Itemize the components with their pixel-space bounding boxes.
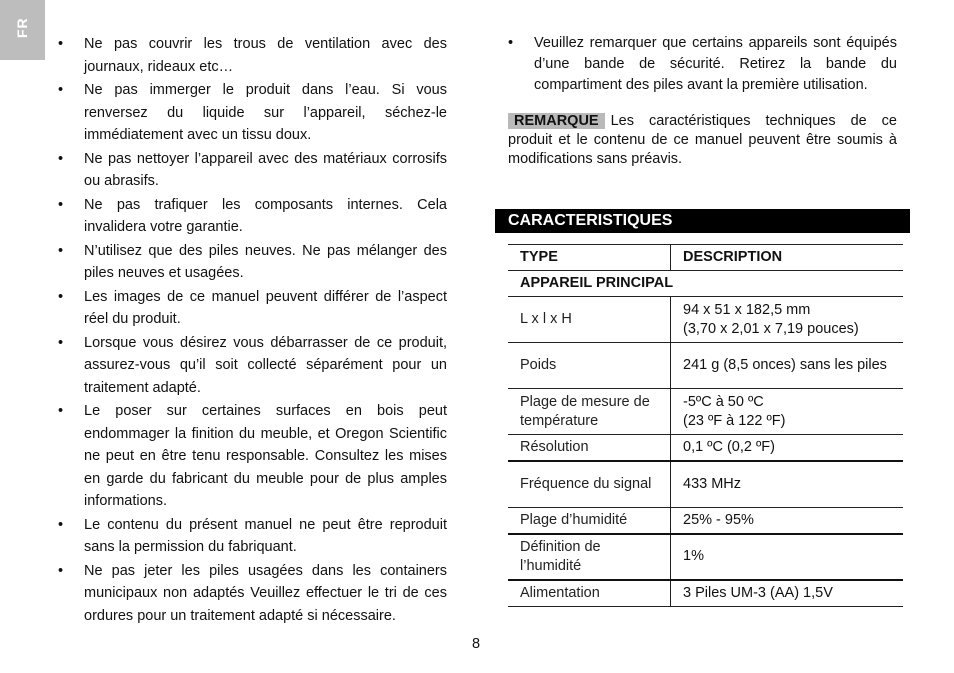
- list-item: • Veuillez remarquer que certains appareils sont équipés d’une bande de sécurité. Retirez la bande du compartiment des piles avant la première utilisation.: [508, 33, 897, 96]
- page-number: 8: [472, 636, 481, 652]
- remark-paragraph: [508, 112, 897, 169]
- list-item: • N’utilisez que des piles neuves. Ne pas mélanger des piles neuves et usagées.: [58, 240, 447, 285]
- list-item: • Ne pas trafiquer les composants internes. Cela invalidera votre garantie.: [58, 194, 447, 239]
- table-row: [508, 435, 903, 462]
- spec-type: Définition de l’humidité: [508, 534, 671, 580]
- table-row: [508, 389, 903, 435]
- column-header-description: DESCRIPTION: [671, 245, 904, 271]
- table-row: [508, 580, 903, 607]
- table-row: [508, 297, 903, 343]
- table-row: [508, 507, 903, 534]
- list-item: • Ne pas couvrir les trous de ventilation avec des journaux, rideaux etc…: [58, 33, 447, 78]
- spec-description: 3 Piles UM-3 (AA) 1,5V: [671, 580, 904, 607]
- list-item: • Le poser sur certaines surfaces en bois peut endommager la finition du meuble, et Oregon Scientific ne peut en être tenu responsable. Consultez les mises en garde du fabricant du meuble pour de plus amples informations.: [58, 400, 447, 513]
- table-row: [508, 534, 903, 580]
- column-header-type: TYPE: [508, 245, 671, 271]
- spec-type: Fréquence du signal: [508, 461, 671, 507]
- notes-column: [508, 33, 897, 169]
- table-group-row: [508, 271, 903, 297]
- spec-description: 25% - 95%: [671, 507, 904, 534]
- specifications-table: [508, 244, 903, 607]
- list-item: • Ne pas immerger le produit dans l’eau. Si vous renversez du liquide sur l’appareil, séchez-le immédiatement avec un tissu doux.: [58, 79, 447, 147]
- group-label: APPAREIL PRINCIPAL: [508, 271, 903, 297]
- list-item: • Lorsque vous désirez vous débarrasser de ce produit, assurez-vous qu’il soit collecté séparément pour un traitement adapté.: [58, 332, 447, 400]
- spec-description: 0,1 ºC (0,2 ºF): [671, 435, 904, 462]
- spec-description: 94 x 51 x 182,5 mm (3,70 x 2,01 x 7,19 pouces): [671, 297, 904, 343]
- precautions-column: [58, 33, 447, 628]
- spec-type: Alimentation: [508, 580, 671, 607]
- spec-description: 433 MHz: [671, 461, 904, 507]
- list-item: • Ne pas jeter les piles usagées dans les containers municipaux non adaptés Veuillez effectuer le tri de ces ordures pour un traitement adapté si nécessaire.: [58, 560, 447, 628]
- remark-text: Les caractéristiques techniques de ce produit et le contenu de ce manuel peuvent être soumis à modifications sans préavis.: [508, 113, 897, 167]
- table-row: [508, 343, 903, 389]
- spec-description: -5ºC à 50 ºC (23 ºF à 122 ºF): [671, 389, 904, 435]
- spec-type: L x l x H: [508, 297, 671, 343]
- spec-description: 241 g (8,5 onces) sans les piles: [671, 343, 904, 389]
- list-item: • Le contenu du présent manuel ne peut être reproduit sans la permission du fabriquant.: [58, 514, 447, 559]
- notes-list: [508, 33, 897, 96]
- table-header-row: [508, 245, 903, 271]
- table-row: [508, 461, 903, 507]
- spec-type: Plage de mesure de température: [508, 389, 671, 435]
- precautions-list: [58, 33, 447, 627]
- spec-type: Résolution: [508, 435, 671, 462]
- remark-tag: REMARQUE: [508, 113, 605, 129]
- language-tab: [0, 0, 45, 60]
- list-item: • Ne pas nettoyer l’appareil avec des matériaux corrosifs ou abrasifs.: [58, 148, 447, 193]
- spec-type: Poids: [508, 343, 671, 389]
- spec-type: Plage d’humidité: [508, 507, 671, 534]
- list-item: • Les images de ce manuel peuvent différer de l’aspect réel du produit.: [58, 286, 447, 331]
- spec-description: 1%: [671, 534, 904, 580]
- section-title: CARACTERISTIQUES: [495, 209, 910, 233]
- language-tab-label: FR: [14, 17, 30, 38]
